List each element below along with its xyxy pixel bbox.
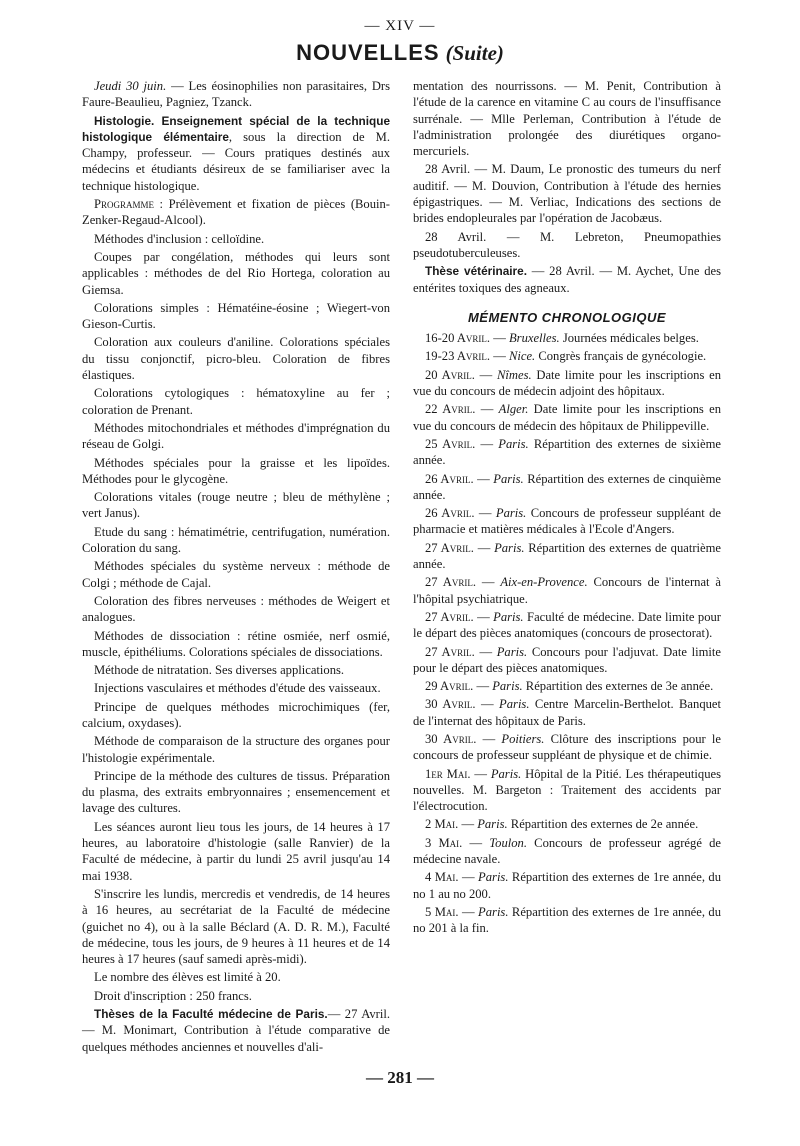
left-paragraph xyxy=(82,489,390,522)
memento-text: Concours de l'internat à l'hôpital psychiatrique. xyxy=(413,575,722,606)
left-paragraph xyxy=(82,1006,390,1055)
memento-date: 1er Mai. xyxy=(425,766,471,781)
memento-entry: 22 Avril. — Alger. Date limite pour les inscriptions en vue du concours de médecin des hôpitaux de Philippeville. xyxy=(413,402,721,433)
memento-place: Paris. xyxy=(493,471,524,486)
memento-text: Journées médicales belges. xyxy=(559,331,699,346)
memento-place: Aix-en-Provence. xyxy=(500,575,588,590)
memento-date: 3 Mai. xyxy=(425,835,463,850)
memento-date: 30 Avril. xyxy=(425,731,477,746)
title-text: NOUVELLES xyxy=(296,40,440,65)
memento-entry: 27 Avril. — Paris. Faculté de médecine. Date limite pour le départ des pièces anatomiques (concours de prosectorat). xyxy=(413,609,721,641)
memento-place: Paris. xyxy=(490,766,522,781)
paragraph-text: Méthode de comparaison de la structure des organes pour l'histologie expérimentale. xyxy=(82,734,390,765)
left-paragraph xyxy=(82,300,390,333)
left-paragraph xyxy=(82,628,390,661)
paragraph-text: , sous la direction de M. Champy, professeur. — Cours pratiques destinés aux médecins et étudiants désireux de se familiariser avec la technique histologique. xyxy=(82,129,390,193)
memento-text: Congrès français de gynécologie. xyxy=(535,349,707,364)
memento-entry: 5 Mai. — Paris. Répartition des externes de 1re année, du no 201 à la fin. xyxy=(413,904,722,936)
left-paragraph xyxy=(82,524,390,557)
paragraph-text: Méthodes d'inclusion : celloïdine. xyxy=(94,231,265,246)
memento-place: Nîmes. xyxy=(496,367,532,382)
left-paragraph xyxy=(82,886,390,967)
right-news xyxy=(413,78,721,296)
left-paragraph xyxy=(82,699,390,732)
paragraph-text: Principe de la méthode des cultures de tissus. Préparation du plasma, des extraits embryonnaires ; ensemencement et lavage des cultures. xyxy=(82,768,390,816)
paragraph-text: — 27 Avril. — M. Monimart, Contribution à l'étude comparative de quelques méthodes anciennes et nouvelles d'ali- xyxy=(82,1007,390,1054)
memento-text: Concours de professeur agrégé de médecine navale. xyxy=(413,835,721,867)
memento-entry: 30 Avril. — Poitiers. Clôture des inscriptions pour le concours de professeur suppléant de physique et de chimie. xyxy=(413,731,722,763)
memento-list xyxy=(413,330,721,936)
paragraph-text: Coloration aux couleurs d'aniline. Colorations spéciales du tissu conjonctif, picro-bleu. Coloration de fibres élastiques. xyxy=(82,335,390,383)
right-paragraph xyxy=(413,263,721,296)
memento-text: Faculté de médecine. Date limite pour le départ des pièces anatomiques (concours de prosectorat). xyxy=(413,609,721,641)
memento-entry: 29 Avril. — Paris. Répartition des externes de 3e année. xyxy=(425,679,714,694)
memento-text: Répartition des externes de 2e année. xyxy=(507,817,699,832)
memento-date: 27 Avril. xyxy=(425,644,475,659)
memento-date: 27 Avril. xyxy=(425,575,476,590)
right-column xyxy=(413,78,721,939)
left-paragraph xyxy=(82,593,390,626)
left-paragraph xyxy=(82,455,390,488)
memento-entry: 1er Mai. — Paris. Hôpital de la Pitié. Les thérapeutiques nouvelles. M. Bargeton : Traitement des accidents par l'électrocution. xyxy=(413,766,722,814)
memento-entry: 27 Avril. — Paris. Répartition des externes de quatrième année. xyxy=(413,540,722,572)
memento-place: Bruxelles. xyxy=(508,331,560,346)
memento-date: 30 Avril. xyxy=(425,697,476,712)
paragraph-text: Coloration des fibres nerveuses : méthodes de Weigert et analogues. xyxy=(82,593,390,625)
memento-text: Répartition des externes de 3e année. xyxy=(522,679,714,694)
memento-text: Répartition des externes de quatrième année. xyxy=(413,540,722,572)
section-title xyxy=(0,40,800,66)
left-paragraph xyxy=(82,733,390,766)
memento-text: Répartition des externes de 1re année, du no 1 au no 200. xyxy=(413,870,722,901)
memento-entry: 2 Mai. — Paris. Répartition des externes de 2e année. xyxy=(425,817,699,832)
paragraph-text: 28 Avril. — M. Daum, Le pronostic des tumeurs du nerf auditif. — M. Douvion, Contribution à l'étude des hernies épigastriques. — M. Verliac, Indications des sections de brides endopleurales par l'opération de Jacobæus. xyxy=(413,162,721,226)
memento-entry: 4 Mai. — Paris. Répartition des externes de 1re année, du no 1 au no 200. xyxy=(413,870,722,901)
memento-place: Poitiers. xyxy=(501,731,545,746)
memento-place: Alger. xyxy=(498,402,529,417)
paragraph-text: Méthodes de dissociation : rétine osmiée, nerf osmié, muscle, épithéliums. Colorations spéciales de dissociations. xyxy=(82,628,390,659)
entry-label: Programme xyxy=(94,197,155,212)
memento-text: Répartition des externes de cinquième année. xyxy=(413,471,721,502)
memento-date: 20 Avril. xyxy=(425,367,475,382)
paragraph-text: S'inscrire les lundis, mercredis et vendredis, de 14 heures à 16 heures, au secrétariat de la Faculté de médecine (guichet no 4), ou à la salle Béclard (A. D. R. M.), Faculté de médecine, tous les jours, de 9 heures à 11 heures et de 14 heures à 17 heures (sauf samedi après-midi). xyxy=(82,886,390,967)
memento-place: Paris. xyxy=(495,506,527,521)
left-paragraph xyxy=(82,680,390,696)
left-paragraph xyxy=(82,558,390,591)
paragraph-text: Colorations cytologiques : hématoxyline au fer ; coloration de Prenant. xyxy=(82,386,390,417)
memento-date: 26 Avril. xyxy=(425,471,474,486)
paragraph-text: Méthodes spéciales du système nerveux : méthode de Colgi ; méthode de Cajal. xyxy=(82,559,390,590)
memento-place: Toulon. xyxy=(489,835,527,850)
memento-place: Paris. xyxy=(499,697,530,712)
memento-text: Concours de professeur suppléant de pharmacie et matières médicales à l'Ecole d'Angers. xyxy=(413,506,722,537)
memento-date: 29 Avril. xyxy=(425,679,474,694)
left-paragraph xyxy=(82,385,390,418)
left-paragraph xyxy=(82,249,390,298)
entry-date: Jeudi 30 juin. xyxy=(94,79,167,93)
paragraph-text: Le nombre des élèves est limité à 20. xyxy=(94,970,281,985)
memento-place: Paris. xyxy=(494,540,525,555)
memento-entry: 25 Avril. — Paris. Répartition des externes de sixième année. xyxy=(413,436,721,468)
memento-date: 27 Avril. xyxy=(425,609,474,624)
left-paragraph xyxy=(82,113,390,194)
paragraph-text: Colorations vitales (rouge neutre ; bleu de méthylène ; vert Janus). xyxy=(82,490,390,521)
paragraph-text: : Prélèvement et fixation de pièces (Bouin-Zenker-Regaud-Alcool). xyxy=(82,197,390,228)
memento-entry: 20 Avril. — Nîmes. Date limite pour les inscriptions en vue du concours de médecin adjoint des hôpitaux. xyxy=(413,367,721,399)
entry-heading: Thèses de la Faculté médecine de Paris. xyxy=(94,1007,328,1022)
right-paragraph xyxy=(413,161,721,226)
memento-place: Paris. xyxy=(492,679,523,694)
memento-place: Nice. xyxy=(508,349,536,364)
entry-heading: Thèse vétérinaire. xyxy=(425,264,527,279)
memento-title: MÉMENTO CHRONOLOGIQUE xyxy=(467,309,667,325)
memento-text: Répartition des externes de 1re année, du no 201 à la fin. xyxy=(413,904,722,936)
memento-text: Centre Marcelin-Berthelot. Banquet de l'internat des hôpitaux de Paris. xyxy=(413,697,721,728)
paragraph-text: 28 Avril. — M. Lebreton, Pneumopathies pseudotuberculeuses. xyxy=(413,229,721,260)
left-paragraph xyxy=(82,231,390,247)
memento-place: Paris. xyxy=(498,436,529,451)
memento-text: Répartition des externes de sixième année. xyxy=(413,436,721,468)
left-paragraph xyxy=(82,78,390,111)
memento-place: Paris. xyxy=(478,870,509,885)
memento-entry: 27 Avril. — Aix-en-Provence. Concours de l'internat à l'hôpital psychiatrique. xyxy=(413,575,722,606)
memento-date: 16-20 Avril. xyxy=(425,331,491,346)
left-paragraph xyxy=(82,768,390,817)
left-paragraph xyxy=(82,969,390,985)
right-paragraph xyxy=(413,78,721,159)
paragraph-text: Méthodes mitochondriales et méthodes d'imprégnation du réseau de Golgi. xyxy=(82,420,390,452)
paragraph-text: — 28 Avril. — M. Aychet, Une des entérites toxiques des agneaux. xyxy=(413,264,721,295)
paragraph-text: mentation des nourrissons. — M. Penit, Contribution à l'étude de la carence en vitamine C au cours de l'insuffisance surrénale. — Mlle Perleman, Contribution à l'étude de l'administration prolongée des diurétiques organo-mercuriels. xyxy=(413,79,721,159)
paragraph-text: Méthodes spéciales pour la graisse et les lipoïdes. Méthodes pour le glycogène. xyxy=(82,455,390,486)
left-paragraph xyxy=(82,334,390,383)
memento-text: Clôture des inscriptions pour le concours de professeur suppléant de physique et de chimie. xyxy=(413,731,722,763)
memento-entry: 16-20 Avril. — Bruxelles. Journées médicales belges. xyxy=(425,331,699,346)
memento-text: Date limite pour les inscriptions en vue du concours de médecin adjoint des hôpitaux. xyxy=(413,367,721,399)
memento-date: 27 Avril. xyxy=(425,540,474,555)
memento-date: 25 Avril. xyxy=(425,436,476,451)
memento-place: Paris. xyxy=(496,644,528,659)
paragraph-text: Méthode de nitratation. Ses diverses applications. xyxy=(94,663,345,678)
memento-entry: 27 Avril. — Paris. Concours pour l'adjuvat. Date limite pour le départ des pièces anatomiques. xyxy=(413,644,721,675)
left-paragraph xyxy=(82,196,390,229)
paragraph-text: Droit d'inscription : 250 francs. xyxy=(94,988,252,1003)
memento-date: 19-23 Avril. xyxy=(425,349,491,364)
memento-date: 2 Mai. xyxy=(425,817,459,832)
paragraph-text: Coupes par congélation, méthodes qui leurs sont applicables : méthodes de del Rio Hortega, coloration au Giemsa. xyxy=(82,249,390,297)
entry-heading: Histologie. Enseignement spécial de la technique histologique élémentaire xyxy=(82,113,390,144)
memento-text: Date limite pour les inscriptions en vue du concours de médecin des hôpitaux de Philippeville. xyxy=(413,402,721,433)
memento-entry: 19-23 Avril. — Nice. Congrès français de gynécologie. xyxy=(425,349,707,364)
memento-date: 22 Avril. xyxy=(425,402,476,417)
paragraph-text: Principe de quelques méthodes microchimiques (fer, calcium, oxydases). xyxy=(82,699,390,730)
memento-date: 4 Mai. xyxy=(425,870,459,885)
title-suite: (Suite) xyxy=(445,41,504,65)
memento-entry: 26 Avril. — Paris. Concours de professeur suppléant de pharmacie et matières médicales à l'Ecole d'Angers. xyxy=(413,506,722,537)
memento-date: 26 Avril. xyxy=(425,506,475,521)
left-paragraph xyxy=(82,819,390,884)
paragraph-text: Les séances auront lieu tous les jours, de 14 heures à 17 heures, au laboratoire d'histologie (salle Ranvier) de la Faculté de médecine, à partir du lundi 25 avril jusqu'au 14 mai 1938. xyxy=(82,819,390,883)
left-paragraph xyxy=(82,420,390,453)
memento-place: Paris. xyxy=(478,904,509,919)
paragraph-text: Injections vasculaires et méthodes d'étude des vaisseaux. xyxy=(94,681,381,696)
left-paragraph xyxy=(82,988,390,1004)
memento-place: Paris. xyxy=(477,817,508,832)
paragraph-text: — Les éosinophilies non parasitaires, Drs Faure-Beaulieu, Pagniez, Tzanck. xyxy=(82,79,391,110)
memento-text: Concours pour l'adjuvat. Date limite pour le départ des pièces anatomiques. xyxy=(413,644,721,675)
memento-entry: 26 Avril. — Paris. Répartition des externes de cinquième année. xyxy=(413,471,721,502)
right-paragraph xyxy=(413,229,721,262)
memento-entry: 3 Mai. — Toulon. Concours de professeur agrégé de médecine navale. xyxy=(413,835,721,867)
left-column xyxy=(82,78,390,1057)
memento-place: Paris. xyxy=(493,609,524,624)
left-paragraph xyxy=(82,662,390,678)
page-number: — 281 — xyxy=(366,1068,434,1087)
memento-entry: 30 Avril. — Paris. Centre Marcelin-Berthelot. Banquet de l'internat des hôpitaux de Paris. xyxy=(413,697,721,728)
paragraph-text: Colorations simples : Hématéine-éosine ; Wiegert-von Gieson-Curtis. xyxy=(82,300,390,332)
memento-text: Hôpital de la Pitié. Les thérapeutiques nouvelles. M. Bargeton : Traitement des accidents par l'électrocution. xyxy=(413,766,722,814)
paragraph-text: Etude du sang : hématimétrie, centrifugation, numération. Coloration du sang. xyxy=(82,524,390,556)
roman-folio: — XIV — xyxy=(364,18,436,34)
memento-date: 5 Mai. xyxy=(425,904,459,919)
